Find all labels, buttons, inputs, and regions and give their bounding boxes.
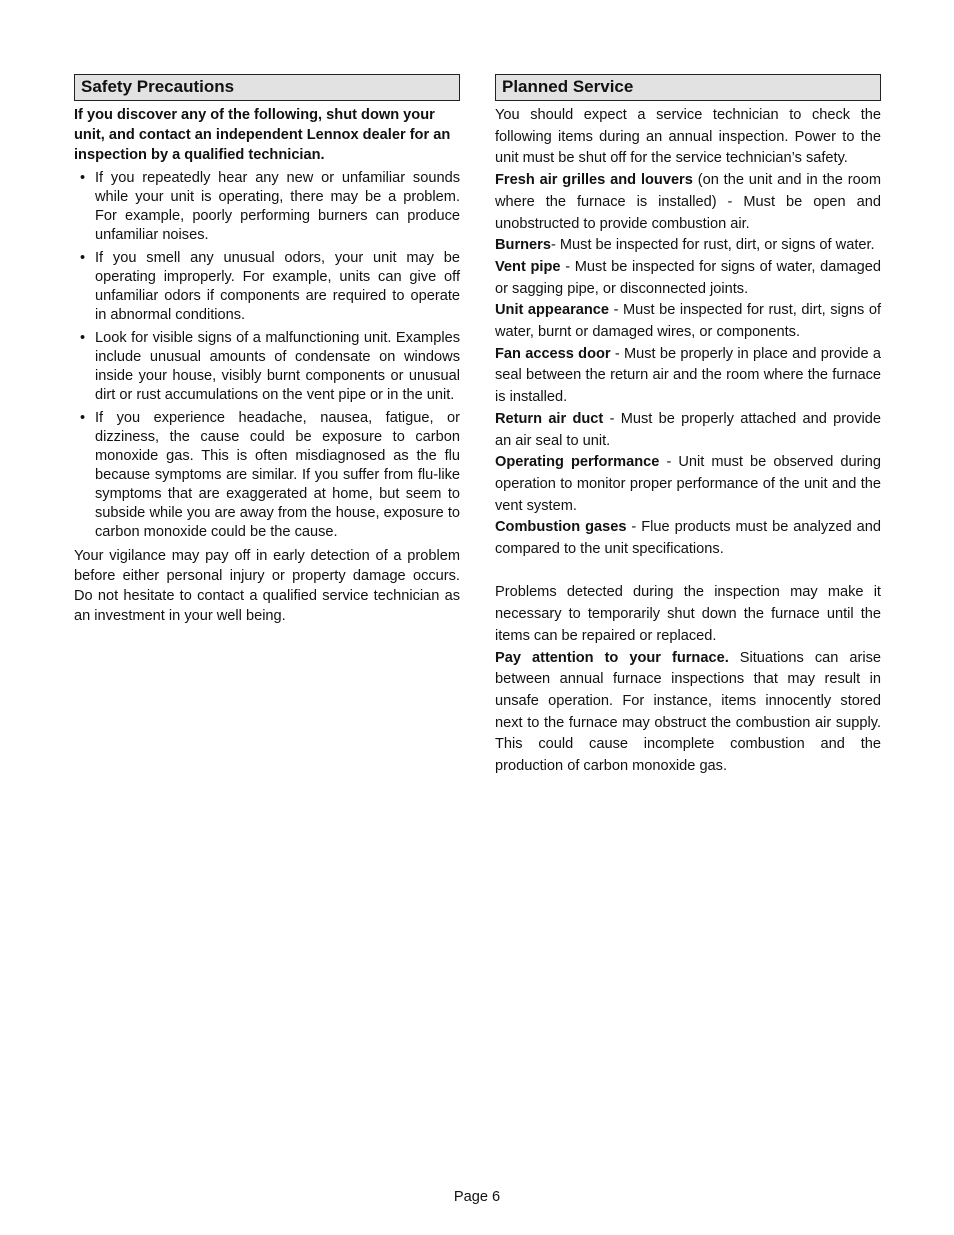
service-item-text: - Flue products must be analyzed and compared to the unit specifications. xyxy=(495,519,882,558)
service-item xyxy=(495,517,881,560)
safety-bullet-list xyxy=(74,169,460,542)
attention-term: Pay attention to your furnace. xyxy=(495,649,729,666)
attention-text: Situations can arise between annual furnace inspections that may result in unsafe operation. For instance, items innocently stored next to the furnace may obstruct the combustion air supply. This could cause incomplete combustion and the production of carbon monoxide gas. xyxy=(495,649,881,775)
planned-service-intro: You should expect a service technician to check the following items during an annual inspection. Power to the unit must be shut off for the service technician’s safety. xyxy=(495,107,881,167)
service-item-text: - Must be inspected for signs of water, damaged or sagging pipe, or disconnected joints. xyxy=(495,258,881,297)
service-item-text: - Must be inspected for rust, dirt, signs of water, burnt or damaged wires, or components. xyxy=(495,302,881,341)
bullet-icon: • xyxy=(80,330,86,346)
service-item xyxy=(495,344,881,409)
service-item xyxy=(495,409,881,452)
bullet-text: If you repeatedly hear any new or unfamiliar sounds while your unit is operating, there may be a problem. For example, poorly performing burners can produce unfamiliar noises. xyxy=(95,170,460,243)
safety-precautions-heading: Safety Precautions xyxy=(74,74,460,101)
planned-service-section xyxy=(495,74,881,778)
list-item xyxy=(74,249,460,325)
safety-precautions-section xyxy=(74,74,460,626)
problems-paragraph: Problems detected during the inspection may make it necessary to temporarily shut down the furnace until the items can be repaired or replaced. xyxy=(495,584,881,644)
bullet-icon: • xyxy=(80,410,86,426)
service-item-term: Combustion gases xyxy=(495,519,627,536)
page-number: Page 6 xyxy=(453,1189,501,1205)
service-item-text: - Unit must be observed during operation to monitor proper performance of the unit and the vent system. xyxy=(495,454,881,514)
bullet-text: If you experience headache, nausea, fatigue, or dizziness, the cause could be exposure to carbon monoxide gas. This is often misdiagnosed as the flu because symptoms are similar. If you suffer from flu-like symptoms that are exaggerated at home, but seem to subside while you are away from the house, exposure to carbon monoxide could be the cause. xyxy=(95,410,460,540)
safety-closing-paragraph: Your vigilance may pay off in early detection of a problem before either personal injury or property damage occurs. Do not hesitate to contact a qualified service technician as an investment in your well being. xyxy=(74,548,460,624)
service-item xyxy=(495,300,881,343)
list-item xyxy=(74,169,460,245)
service-item-term: Fan access door xyxy=(495,345,611,362)
service-item-term: Fresh air grilles and louvers xyxy=(495,172,693,189)
bullet-text: Look for visible signs of a malfunctioning unit. Examples include unusual amounts of condensate on windows inside your house, visibly burnt components or unusual dirt or rust accumulations on the vent pipe or in the unit. xyxy=(95,330,460,403)
bullet-text: If you smell any unusual odors, your unit may be operating improperly. For example, units can give off unfamiliar odors if components are required to operate in abnormal conditions. xyxy=(95,250,460,323)
service-item-term: Return air duct xyxy=(495,410,604,427)
bullet-icon: • xyxy=(80,250,86,266)
service-item xyxy=(495,257,881,300)
safety-intro: If you discover any of the following, shut down your unit, and contact an independent Lennox dealer for an inspection by a qualified technician. xyxy=(74,107,451,163)
service-item xyxy=(495,170,881,235)
service-item-text: - Must be inspected for rust, dirt, or signs of water. xyxy=(550,237,875,254)
service-item-term: Unit appearance xyxy=(495,302,610,319)
service-item-term: Burners xyxy=(495,237,551,254)
list-item xyxy=(74,409,460,542)
service-item xyxy=(495,452,881,517)
paragraph-spacer xyxy=(495,561,881,583)
attention-paragraph xyxy=(495,648,881,778)
list-item xyxy=(74,329,460,405)
service-item-text: - Must be properly attached and provide an air seal to unit. xyxy=(495,410,881,449)
service-item-term: Operating performance xyxy=(495,454,660,471)
service-item-text: - Must be properly in place and provide a seal between the return air and the room where the furnace is installed. xyxy=(495,345,881,406)
service-item-term: Vent pipe xyxy=(495,258,561,275)
service-item xyxy=(495,235,881,257)
bullet-icon: • xyxy=(80,170,86,186)
service-item-text: (on the unit and in the room where the furnace is installed) - Must be open and unobstructed to provide combustion air. xyxy=(495,172,881,232)
planned-service-heading: Planned Service xyxy=(495,74,881,101)
